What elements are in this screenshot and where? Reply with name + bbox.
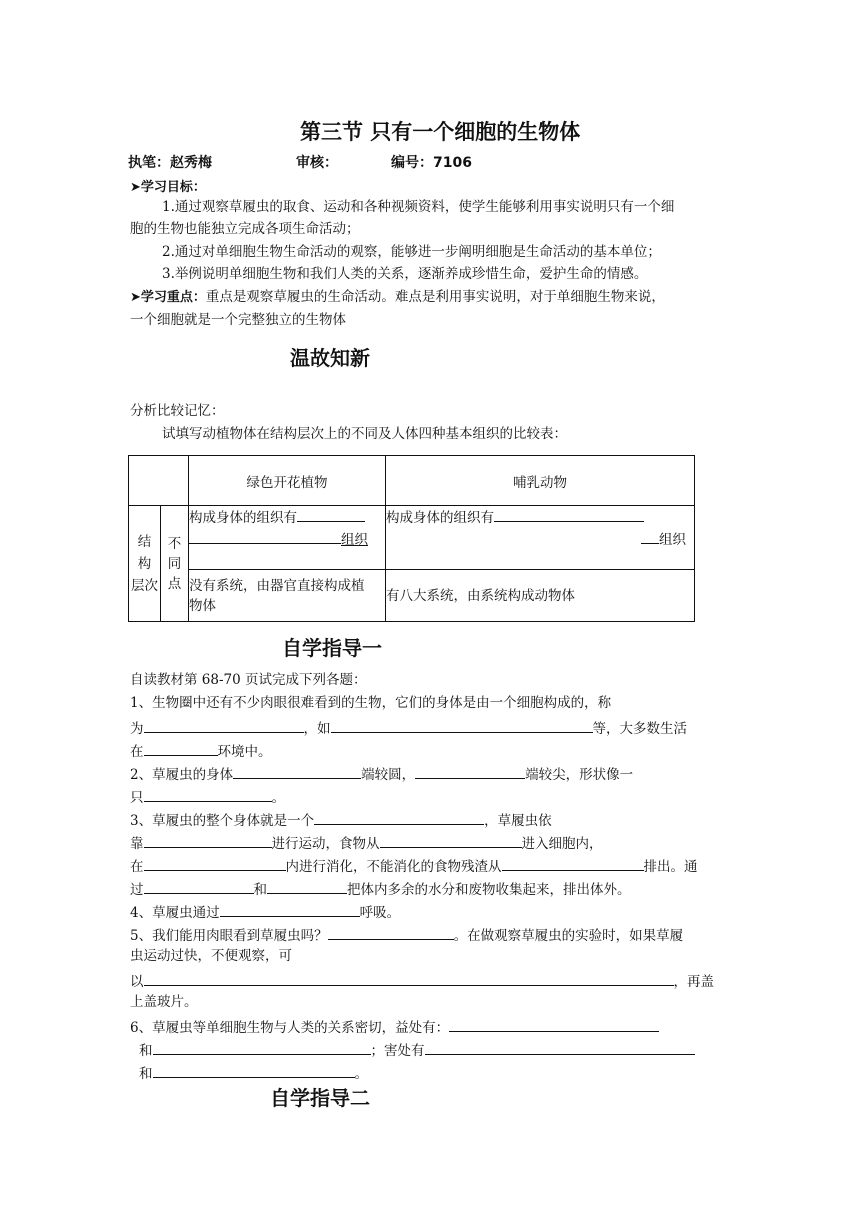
blank-line[interactable] [144,832,272,848]
blank-line[interactable] [425,1039,695,1055]
plant-tissue-cell: 构成身体的组织有 组织 [189,506,386,570]
focus-line1: ➤学习重点：重点是观察草履虫的生命活动。难点是利用事实说明，对于单细胞生物来说， [130,289,665,305]
blank-line[interactable] [641,528,659,544]
blank-line[interactable] [502,855,644,871]
focus-heading: 学习重点： [140,290,206,305]
objective-1-line2: 胞的生物也能独立完成各项生命活动； [130,221,360,237]
animal-system-cell: 有八大系统，由系统构成动物体 [386,570,695,622]
q5-line2: 虫运动过快，不便观察，可 [130,948,292,964]
blank-line[interactable] [144,855,286,871]
objectives-heading: ➤学习目标： [130,180,206,195]
q6-line1: 6、草履虫等单细胞生物与人类的关系密切，益处有： [130,1016,659,1038]
q4-line: 4、草履虫通过 呼吸。 [130,901,400,923]
q3-line4: 过 和 把体内多余的水分和废物收集起来，排出体外。 [130,878,631,900]
number-label: 编号：7106 [391,155,472,171]
blank-line[interactable] [415,763,525,779]
q3-line2: 靠 进行运动，食物从 进入细胞内， [130,832,603,854]
guide1-intro: 自读教材第 68-70 页试完成下列各题： [130,672,367,688]
blank-line[interactable] [494,506,644,522]
table-header-animal: 哺乳动物 [386,456,695,506]
q3-line3: 在 内进行消化，不能消化的食物残渣从 排出。通 [130,855,698,877]
blank-line[interactable] [297,506,365,522]
blank-line[interactable] [328,924,454,940]
table-diff-label: 不 同 点 [161,506,189,622]
blank-line[interactable] [314,809,484,825]
focus-line2: 一个细胞就是一个完整独立的生物体 [130,312,346,328]
review-intro: 分析比较记忆： [130,403,225,419]
blank-line[interactable] [144,786,272,802]
blank-line[interactable] [380,832,522,848]
guide1-heading: 自学指导一 [282,636,382,660]
blank-line[interactable] [144,717,304,733]
table-corner-cell [129,456,189,506]
animal-tissue-cell: 构成身体的组织有 组织 [386,506,695,570]
q6-line3: 和 。 [139,1062,368,1084]
blank-line[interactable] [331,717,593,733]
table-row-label: 结 构 层次 [129,506,161,622]
blank-line[interactable] [153,1039,371,1055]
review-heading: 温故知新 [290,346,370,370]
q3-line1: 3、草履虫的整个身体就是一个 ，草履虫依 [130,809,552,831]
objective-2: 2.通过对单细胞生物生命活动的观察，能够进一步阐明细胞是生命活动的基本单位； [162,244,661,260]
q2-line2: 只 。 [130,786,285,808]
blank-line[interactable] [144,740,218,756]
blank-line[interactable] [189,528,341,544]
guide2-heading: 自学指导二 [270,1086,370,1110]
comparison-table [128,455,695,622]
review-task: 试填写动植物体在结构层次上的不同及人体四种基本组织的比较表： [162,426,567,442]
arrow-bullet-icon: ➤ [130,290,141,305]
objective-1-line1: 1.通过观察草履虫的取食、运动和各种视频资料，使学生能够利用事实说明只有一个细 [162,199,675,215]
q6-line2: 和 ；害处有 [139,1039,695,1061]
q1-line3: 在 环境中。 [130,740,272,762]
q1-line2: 为 ，如 等，大多数生活 [130,717,687,739]
blank-line[interactable] [153,1062,355,1078]
blank-line[interactable] [267,878,347,894]
q5-line4: 上盖玻片。 [130,994,198,1010]
blank-line[interactable] [220,901,360,917]
q2-line1: 2、草履虫的身体 端较圆， 端较尖，形状像一 [130,763,633,785]
blank-line[interactable] [144,878,254,894]
plant-system-cell: 没有系统，由器官直接构成植 物体 [189,570,386,622]
author-label: 执笔：赵秀梅 [128,155,212,171]
arrow-bullet-icon: ➤ [130,180,141,195]
blank-line[interactable] [233,763,361,779]
q5-line3: 以 ，再盖 [130,970,714,992]
q5-line1: 5、我们能用肉眼看到草履虫吗？ 。在做观察草履虫的实验时，如果草履 [130,924,683,946]
blank-line[interactable] [144,970,674,986]
q1-line1: 1、生物圈中还有不少肉眼很难看到的生物，它们的身体是由一个细胞构成的，称 [130,695,612,711]
page-title: 第三节 只有一个细胞的生物体 [300,120,581,144]
table-header-plant: 绿色开花植物 [189,456,386,506]
reviewer-label: 审核： [296,155,338,171]
objective-3: 3.举例说明单细胞生物和我们人类的关系，逐渐养成珍惜生命，爱护生命的情感。 [162,266,648,282]
blank-line[interactable] [449,1016,659,1032]
